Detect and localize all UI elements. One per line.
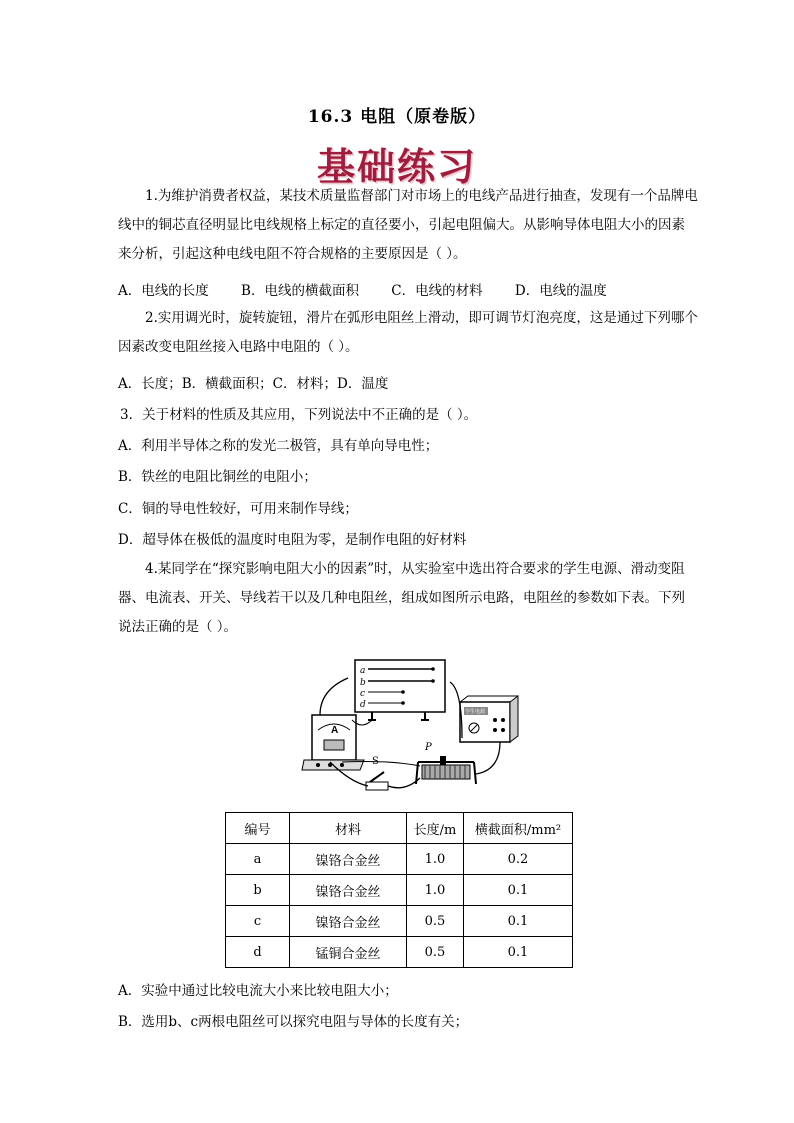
q3-option-d: D．超导体在极低的温度时电阻为零，是制作电阻的好材料 [118,532,467,548]
table-cell: 镍铬合金丝 [290,875,407,906]
label-a: a [360,666,366,676]
slider-p [440,756,446,765]
q1-option-a: A．电线的长度 [118,283,209,299]
q4-stem: 4.某同学在“探究影响电阻大小的因素”时，从实验室中选出符合要求的学生电源、滑动变阻器、电流表、开关、导线若干以及几种电阻丝，组成如图所示电路，电阻丝的参数如下表。下列说法正确的是（ ）。 [118,561,685,635]
ammeter [312,715,356,760]
q1-options [118,279,635,299]
table-cell: 0.1 [464,906,573,937]
table-cell: 0.5 [407,906,464,937]
table-row [226,875,573,906]
q1-option-c: C．电线的材料 [391,283,483,299]
page-title: 16.3 电阻（原卷版） [307,107,487,127]
table-row [226,844,573,875]
resistance-board [355,660,445,712]
table-row [226,937,573,968]
table-cell: 1.0 [407,875,464,906]
table-header: 长度/m [407,813,464,844]
circuit-figure [300,650,530,800]
table-cell: 0.5 [407,937,464,968]
label-d: d [360,700,366,710]
rheostat [422,765,470,779]
table-cell: d [226,937,290,968]
power-supply-label: 学生电源 [465,709,486,715]
table-header-row [226,813,573,844]
q3-option-b: B．铁丝的电阻比铜丝的电阻小； [118,469,317,485]
table-cell: 0.1 [464,875,573,906]
q1-stem: 1.为维护消费者权益，某技术质量监督部门对市场上的电线产品进行抽查，发现有一个品牌电线中的铜芯直径明显比电线规格上标定的直径要小，引起电阻偏大。从影响导体电阻大小的因素来分析，引起这种电线电阻不符合规格的主要原因是（ ）。 [118,188,698,262]
q3-option-c: C．铜的导电性较好，可用来制作导线； [118,501,358,517]
table-cell: 1.0 [407,844,464,875]
switch [366,782,388,790]
label-b: b [360,678,366,688]
label-p: P [425,742,432,753]
q2-options: A．长度；B．横截面积；C．材料；D．温度 [118,376,389,392]
q1-option-b: B．电线的横截面积 [241,283,359,299]
table-header: 材料 [290,813,407,844]
table-header: 编号 [226,813,290,844]
section-banner: 基础练习 [316,145,477,189]
label-s: S [372,756,379,767]
table-row [226,906,573,937]
table-cell: a [226,844,290,875]
table-cell: c [226,906,290,937]
table-cell: b [226,875,290,906]
label-c: c [360,689,366,699]
q1-option-d: D．电线的温度 [514,283,607,299]
table-cell: 0.1 [464,937,573,968]
q4-option-b: B．选用b、c两根电阻丝可以探究电阻与导体的长度有关； [118,1014,469,1030]
q3-stem: 3．关于材料的性质及其应用，下列说法中不正确的是（ ）。 [120,407,478,423]
svg-text:A: A [331,725,339,736]
q4-option-a: A．实验中通过比较电流大小来比较电阻大小； [118,983,398,999]
table-cell: 镍铬合金丝 [290,844,407,875]
table-cell: 锰铜合金丝 [290,937,407,968]
q2-stem: 2.实用调光时，旋转旋钮，滑片在弧形电阻丝上滑动，即可调节灯泡亮度，这是通过下列哪个因素改变电阻丝接入电路中电阻的（ ）。 [118,310,698,355]
q3-option-a: A．利用半导体之称的发光二极管，具有单向导电性； [118,438,439,454]
table-cell: 0.2 [464,844,573,875]
table-cell: 镍铬合金丝 [290,906,407,937]
table-header: 横截面积/mm² [464,813,573,844]
resistance-wire-table [225,812,573,968]
